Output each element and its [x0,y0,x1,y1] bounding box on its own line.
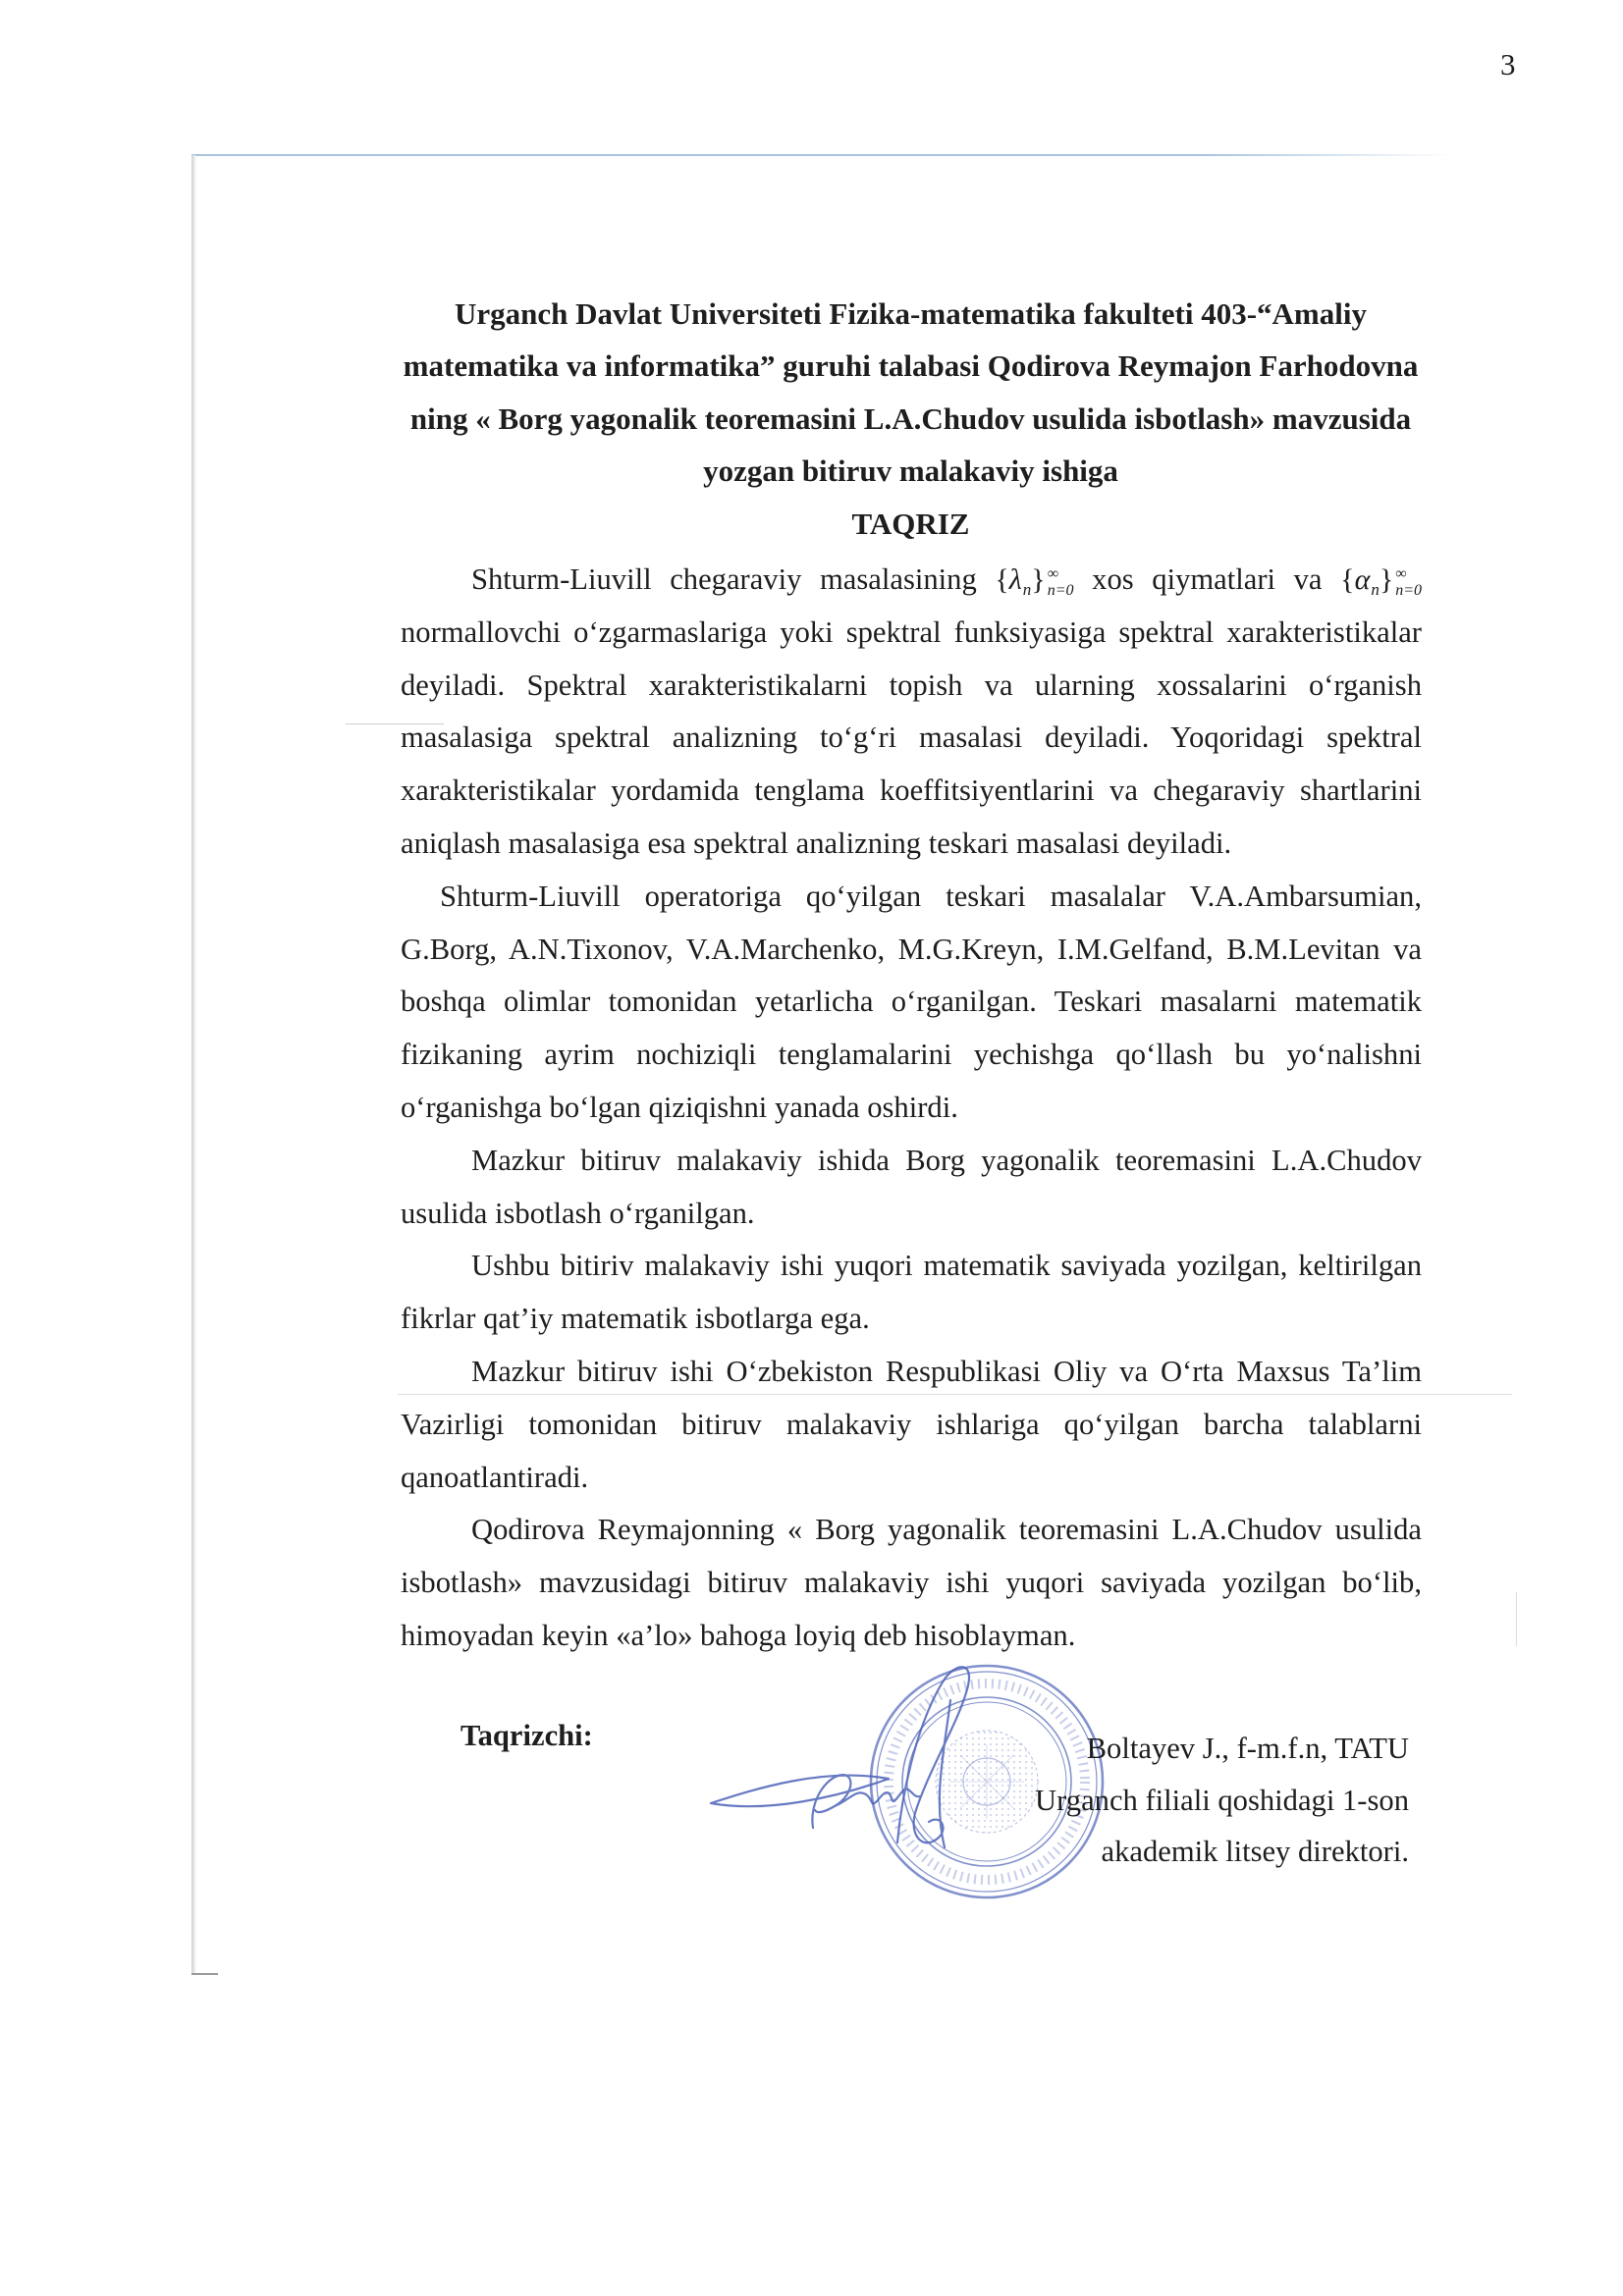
paragraph-6: Qodirova Reymajonning « Borg yagonalik teoremasini L.A.Chudov usulida isbotlash» mavzusidagi bitiruv malakaviy ishi yuqori saviyada yozilgan bo‘lib, himoyadan keyin «a’lo» bahoga loyiq deb hisoblayman. [401,1513,1422,1652]
formula-symbol: α [1354,563,1371,597]
paragraph-3: Mazkur bitiruv malakaviy ishida Borg yagonalik teoremasini L.A.Chudov usulida isbotlash o‘rganilgan. [401,1143,1422,1230]
paragraph-1 [401,554,1422,871]
paragraph-1-intro: Shturm-Liuvill chegaraviy masalasining [471,562,977,596]
paragraph-5: Mazkur bitiruv ishi O‘zbekiston Respublikasi Oliy va O‘rta Maxsus Ta’lim Vazirligi tomonidan bitiruv malakaviy ishlariga qo‘yilgan barcha talablarni qanoatlantiradi. [401,1354,1422,1494]
title-line-2: matematika va informatika” guruhi talabasi Qodirova Reymajon Farhodovna [403,348,1419,384]
formula-upper-limit: ∞ [1395,565,1407,583]
formula-index: n [1371,580,1380,600]
page-number: 3 [1500,47,1516,81]
reviewer-line-3: akademik litsey direktori. [1101,1835,1409,1868]
scan-frame-top-edge [191,154,1453,156]
formula-index: n [1022,580,1032,600]
norming-constants-formula [1340,564,1422,599]
formula-limits [1048,565,1074,599]
reviewer-label: Taqrizchi: [460,1719,593,1752]
paragraph-1-middle: xos qiymatlari va [1092,562,1323,596]
review-body [401,554,1422,1663]
document-title [373,288,1448,550]
reviewer-line-2: Urganch filiali qoshidagi 1-son [1035,1783,1409,1817]
reviewer-line-1: Boltayev J., f-m.f.n, TATU [1086,1732,1409,1765]
reviewer-details [864,1723,1409,1878]
review-heading: TAQRIZ [851,506,970,541]
paragraph-4: Ushbu bitiriv malakaviy ishi yuqori matematik saviyada yozilgan, keltirilgan fikrlar qat’iy matematik isbotlarga ega. [401,1249,1422,1336]
formula-lower-limit: n=0 [1395,582,1423,600]
formula-open-brace: { [995,563,1009,597]
scan-frame-left-edge [191,155,196,1975]
formula-limits [1395,565,1422,599]
formula-upper-limit: ∞ [1047,565,1059,583]
scan-frame-corner-mark [191,1973,218,1975]
formula-close-brace: } [1031,563,1046,597]
paragraph-1-rest: normallovchi o‘zgarmaslariga yoki spektral funksiyasiga spektral xarakteristikalar deyiladi. Spektral xarakteristikalarni topish va ularning xossalarini o‘rganish masalasiga spektral analizning to‘g‘ri masalasi deyiladi. Yoqoridagi spektral xarakteristikalar yordamida tenglama koeffitsiyentlarini va chegaraviy shartlarini aniqlash masalasiga esa spektral analizning teskari masalasi deyiladi. [401,614,1422,860]
formula-open-brace: { [1340,563,1355,597]
title-line-3: ning « Borg yagonalik teoremasini L.A.Chudov usulida isbotlash» mavzusida [409,400,1412,436]
formula-close-brace: } [1379,563,1394,597]
title-line-1: Urganch Davlat Universiteti Fizika-matematika fakulteti 403-“Amaliy [454,296,1367,331]
paragraph-2: Shturm-Liuvill operatoriga qo‘yilgan teskari masalalar V.A.Ambarsumian, G.Borg, A.N.Tixonov, V.A.Marchenko, M.G.Kreyn, I.M.Gelfand, B.M.Levitan va boshqa olimlar tomonidan yetarlicha o‘rganilgan. Teskari masalarni matematik fizikaning ayrim nochiziqli tenglamalarini yechishga qo‘llash bu yo‘nalishni o‘rganishga bo‘lgan qiziqishni yanada oshirdi. [401,879,1422,1124]
formula-symbol: λ [1008,563,1022,597]
eigenvalue-sequence-formula [995,564,1073,599]
formula-lower-limit: n=0 [1047,582,1074,600]
scan-artifact-line [1516,1592,1517,1646]
title-line-4: yozgan bitiruv malakaviy ishiga [703,454,1118,489]
